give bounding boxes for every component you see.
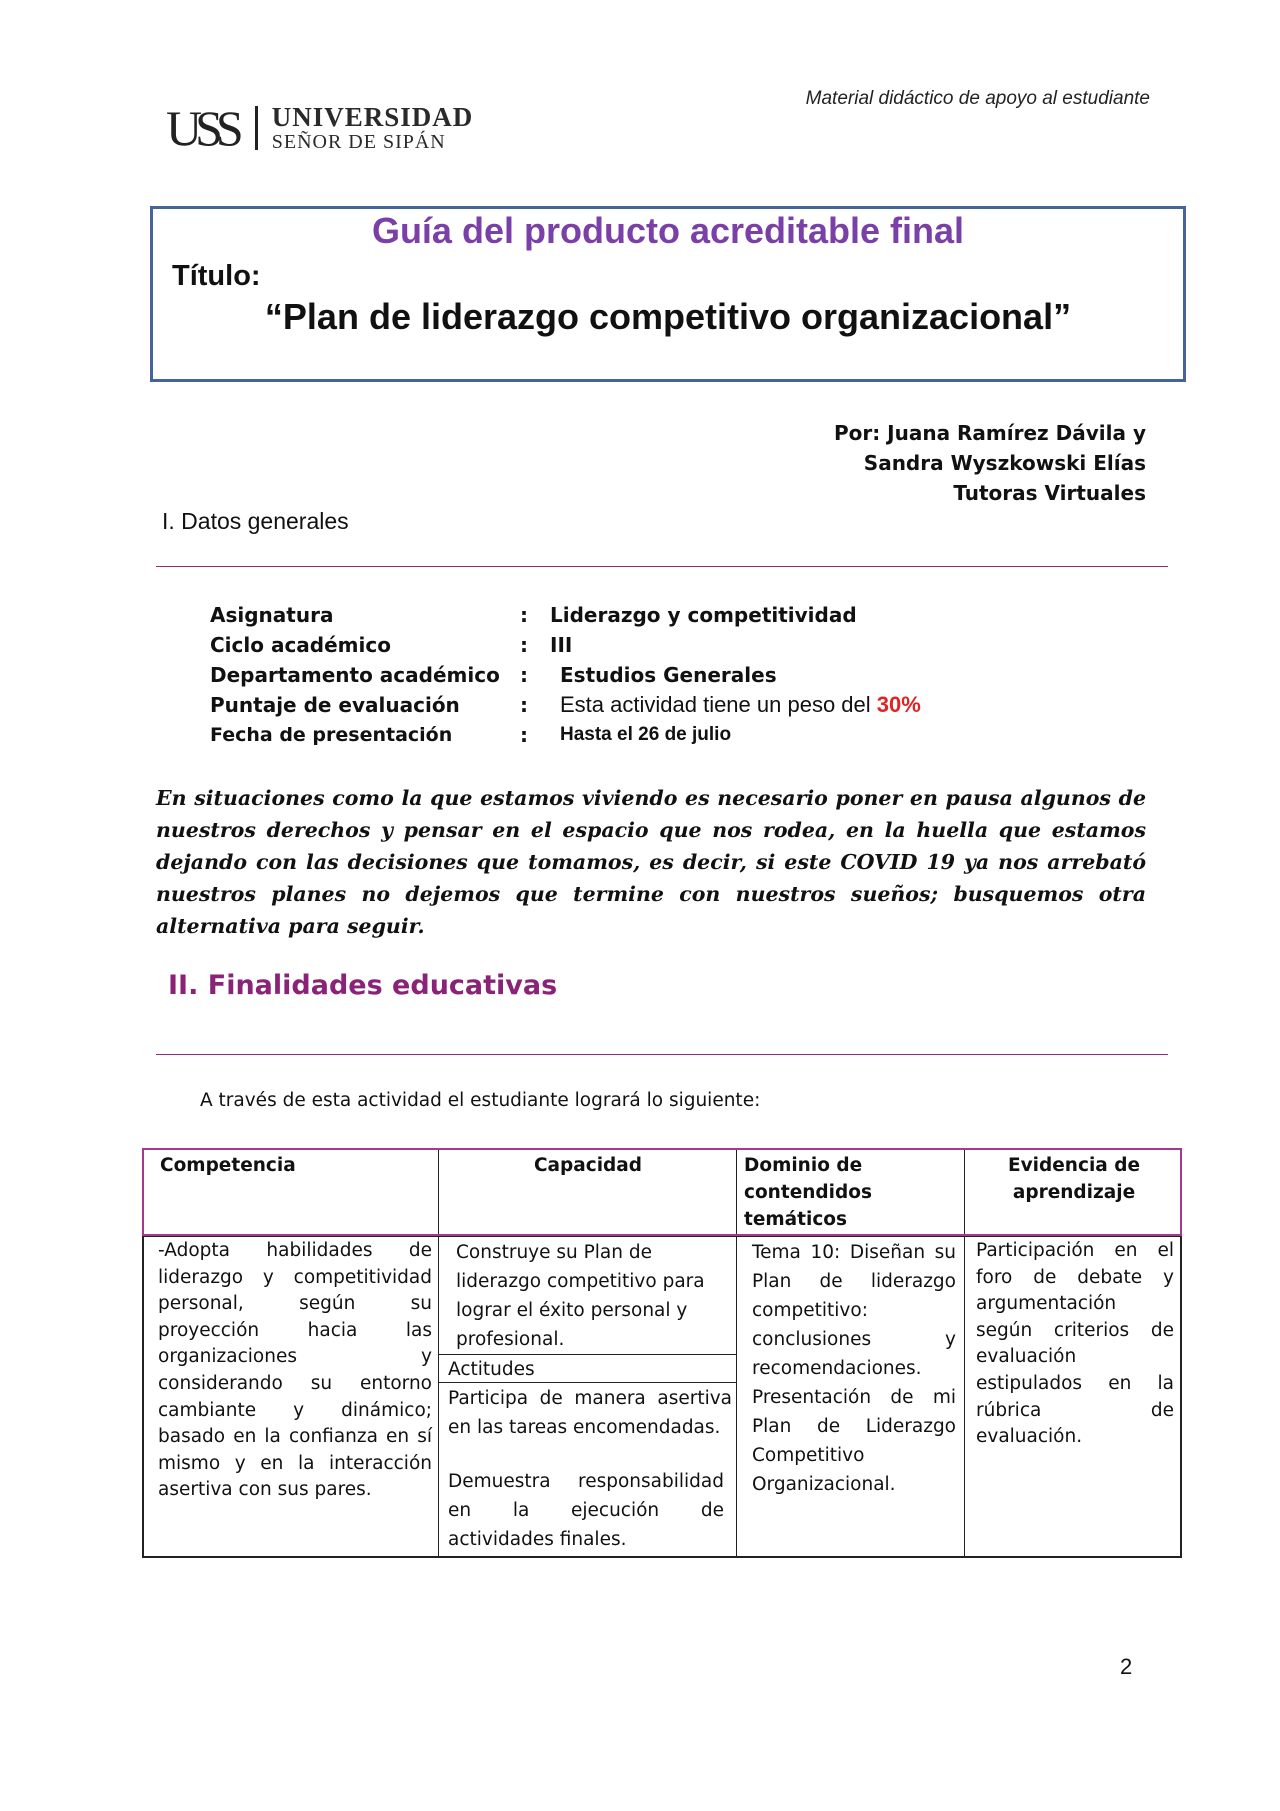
table-col-divider	[438, 1150, 439, 1556]
authors-block	[600, 418, 1146, 508]
divider-2	[156, 1054, 1168, 1055]
divider-1	[156, 566, 1168, 567]
section-1-title: I. Datos generales	[162, 508, 349, 534]
th-dominio: Dominio de contendidos temáticos	[744, 1155, 872, 1230]
page-number: 2	[1120, 1654, 1133, 1679]
evidencia-text: Participación en el foro de debate y argumentación según criterios de evaluación estipulados en la rúbrica de evaluación.	[976, 1240, 1174, 1448]
data-label: Ciclo académico	[210, 633, 391, 657]
data-colon: :	[520, 723, 528, 747]
data-row-departamento	[210, 660, 1110, 690]
data-row-puntaje	[210, 690, 1110, 720]
reflection-quote: En situaciones como la que estamos viviendo es necesario poner en pausa algunos de nuestros derechos y pensar en el espacio que nos rodea, en la huella que estamos dejando con las decisiones que tomamos, es decir, si este COVID 19 ya nos arrebató nuestros planes no dejemos que termine con nuestros sueños; busquemos otra alternativa para seguir.	[156, 786, 1146, 938]
author-line-2: Sandra Wyszkowski Elías	[863, 451, 1146, 475]
th-evidencia: Evidencia de aprendizaje	[1007, 1155, 1141, 1203]
author-line-3: Tutoras Virtuales	[953, 481, 1146, 505]
data-value: Esta actividad tiene un peso del	[560, 692, 877, 717]
data-value: Liderazgo y competitividad	[550, 603, 857, 627]
actitudes-top-rule	[438, 1354, 736, 1355]
product-title: “Plan de liderazgo competitivo organizacional”	[264, 296, 1072, 337]
data-colon: :	[520, 633, 528, 657]
actitud-2-text: Demuestra responsabilidad en la ejecución de actividades finales.	[448, 1471, 724, 1550]
logo-divider	[255, 106, 258, 150]
data-row-asignatura	[210, 600, 1110, 630]
guide-heading: Guía del producto acreditable final	[371, 210, 965, 251]
header-note: Material didáctico de apoyo al estudiante	[805, 88, 1150, 109]
data-value: Hasta el 26 de julio	[560, 724, 732, 745]
logo-mark: USS	[166, 100, 237, 156]
actitudes-label: Actitudes	[448, 1359, 535, 1380]
dominio-text: Tema 10: Diseñan su Plan de liderazgo competitivo: conclusiones y recomendaciones. Presentación de mi Plan de Liderazgo Competitivo Organizacional.	[752, 1242, 956, 1495]
header-accent-top	[144, 1148, 1180, 1150]
data-value: III	[550, 633, 573, 657]
data-label: Fecha de presentación	[210, 724, 453, 746]
header-accent-left	[142, 1148, 144, 1236]
capacidad-text: Construye su Plan de liderazgo competitivo para lograr el éxito personal y profesional.	[456, 1242, 705, 1350]
table-col-divider	[964, 1150, 965, 1556]
objectives-table	[142, 1148, 1182, 1558]
data-label: Puntaje de evaluación	[210, 693, 460, 717]
logo-text	[272, 103, 474, 152]
data-label: Asignatura	[210, 603, 334, 627]
data-label: Departamento académico	[210, 663, 500, 687]
logo-line2: SEÑOR DE SIPÁN	[271, 130, 446, 153]
section-2-title: II. Finalidades educativas	[168, 970, 558, 1001]
actitudes-bottom-rule	[438, 1382, 736, 1383]
weight-percent: 30%	[876, 692, 921, 717]
data-colon: :	[520, 693, 528, 717]
author-line-1: Por: Juana Ramírez Dávila y	[833, 421, 1146, 445]
actitud-1-text: Participa de manera asertiva en las tareas encomendadas.	[448, 1388, 732, 1438]
data-value: Estudios Generales	[560, 663, 777, 687]
data-row-ciclo	[210, 630, 1110, 660]
th-competencia: Competencia	[160, 1155, 296, 1176]
title-label: Título:	[172, 260, 261, 292]
logo-line1: UNIVERSIDAD	[271, 102, 474, 133]
data-row-fecha	[210, 720, 1110, 750]
section-2-intro: A través de esta actividad el estudiante logrará lo siguiente:	[200, 1090, 761, 1111]
competencia-text: -Adopta habilidades de liderazgo y competitividad personal, según su proyección hacia las organizaciones y considerando su entorno cambiante y dinámico; basado en la confianza en sí mismo y en la interacción asertiva con sus pares.	[158, 1240, 432, 1501]
table-col-divider	[736, 1150, 737, 1556]
general-data	[210, 600, 1110, 750]
data-colon: :	[520, 603, 528, 627]
th-capacidad: Capacidad	[533, 1155, 643, 1176]
table-header-rule-dark	[144, 1236, 1180, 1237]
data-colon: :	[520, 663, 528, 687]
university-logo	[166, 100, 473, 156]
